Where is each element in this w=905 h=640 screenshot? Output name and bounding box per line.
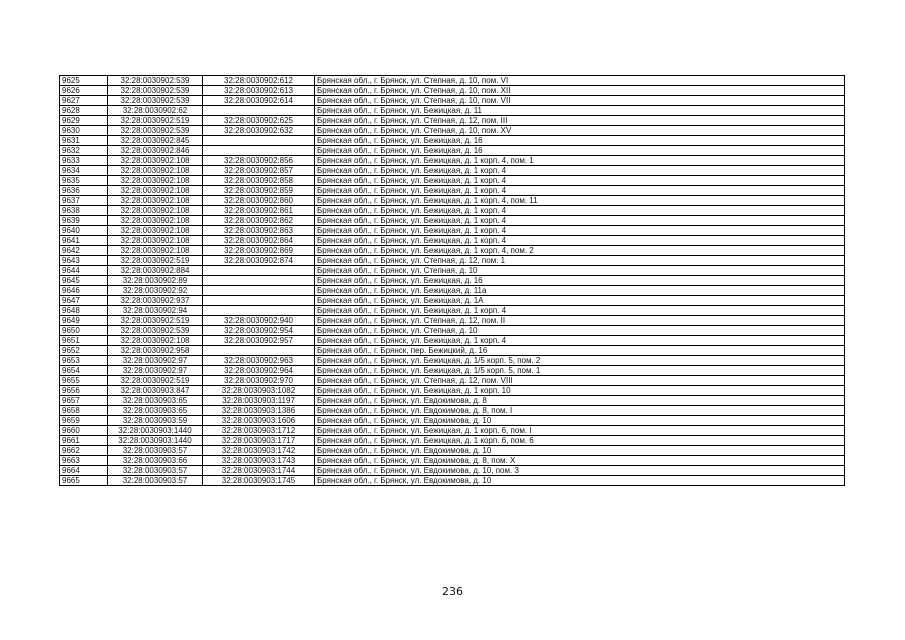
- cadastral-number-cell: 32:28:0030903:1606: [203, 416, 315, 426]
- parent-cadastral-number-cell: 32:28:0030903:1440: [108, 436, 203, 446]
- row-number-cell: 9661: [60, 436, 108, 446]
- row-number-cell: 9642: [60, 246, 108, 256]
- row-number-cell: 9629: [60, 116, 108, 126]
- row-number-cell: 9648: [60, 306, 108, 316]
- address-cell: Брянская обл., г. Брянск, ул. Евдокимова, д. 8, пом. X: [315, 456, 845, 466]
- address-cell: Брянская обл., г. Брянск, ул. Евдокимова, д. 10: [315, 476, 845, 486]
- address-cell: Брянская обл., г. Брянск, ул. Евдокимова, д. 8: [315, 396, 845, 406]
- table-row: [60, 96, 845, 106]
- address-cell: Брянская обл., г. Брянск, ул. Бежицкая, д. 1 корп. 4: [315, 166, 845, 176]
- table-row: [60, 186, 845, 196]
- table-row: [60, 246, 845, 256]
- page-number: 236: [442, 585, 463, 598]
- address-cell: Брянская обл., г. Брянск, ул. Степная, д. 10: [315, 326, 845, 336]
- cadastral-number-cell: 32:28:0030902:614: [203, 96, 315, 106]
- table-row: [60, 416, 845, 426]
- row-number-cell: 9651: [60, 336, 108, 346]
- cadastral-number-cell: 32:28:0030902:613: [203, 86, 315, 96]
- table-row: [60, 76, 845, 86]
- parent-cadastral-number-cell: 32:28:0030902:519: [108, 316, 203, 326]
- address-cell: Брянская обл., г. Брянск, ул. Бежицкая, д. 1/5 корп. 5, пом. 2: [315, 356, 845, 366]
- cadastral-number-cell: 32:28:0030902:861: [203, 206, 315, 216]
- table-row: [60, 116, 845, 126]
- parent-cadastral-number-cell: 32:28:0030903:66: [108, 456, 203, 466]
- cadastral-number-cell: 32:28:0030902:858: [203, 176, 315, 186]
- registry-table-body: [60, 76, 845, 486]
- cadastral-number-cell: 32:28:0030903:1744: [203, 466, 315, 476]
- cadastral-number-cell: 32:28:0030902:625: [203, 116, 315, 126]
- table-row: [60, 296, 845, 306]
- parent-cadastral-number-cell: 32:28:0030902:108: [108, 156, 203, 166]
- cadastral-number-cell: [203, 266, 315, 276]
- row-number-cell: 9654: [60, 366, 108, 376]
- parent-cadastral-number-cell: 32:28:0030903:65: [108, 406, 203, 416]
- row-number-cell: 9635: [60, 176, 108, 186]
- address-cell: Брянская обл., г. Брянск, ул. Степная, д. 10, пом. XII: [315, 86, 845, 96]
- cadastral-number-cell: 32:28:0030902:856: [203, 156, 315, 166]
- parent-cadastral-number-cell: 32:28:0030902:108: [108, 226, 203, 236]
- address-cell: Брянская обл., г. Брянск, ул. Степная, д. 10, пом. VI: [315, 76, 845, 86]
- address-cell: Брянская обл., г. Брянск, ул. Бежицкая, д. 1 корп. 4, пом. 11: [315, 196, 845, 206]
- cadastral-number-cell: 32:28:0030903:1717: [203, 436, 315, 446]
- parent-cadastral-number-cell: 32:28:0030902:108: [108, 206, 203, 216]
- table-row: [60, 176, 845, 186]
- table-row: [60, 426, 845, 436]
- address-cell: Брянская обл., г. Брянск, ул. Евдокимова, д. 8, пом. I: [315, 406, 845, 416]
- table-row: [60, 166, 845, 176]
- row-number-cell: 9638: [60, 206, 108, 216]
- cadastral-number-cell: [203, 346, 315, 356]
- parent-cadastral-number-cell: 32:28:0030903:1440: [108, 426, 203, 436]
- parent-cadastral-number-cell: 32:28:0030902:937: [108, 296, 203, 306]
- row-number-cell: 9657: [60, 396, 108, 406]
- cadastral-number-cell: 32:28:0030902:857: [203, 166, 315, 176]
- address-cell: Брянская обл., г. Брянск, ул. Бежицкая, д. 16: [315, 136, 845, 146]
- table-row: [60, 256, 845, 266]
- parent-cadastral-number-cell: 32:28:0030902:97: [108, 366, 203, 376]
- parent-cadastral-number-cell: 32:28:0030902:108: [108, 216, 203, 226]
- parent-cadastral-number-cell: 32:28:0030902:539: [108, 126, 203, 136]
- table-row: [60, 276, 845, 286]
- address-cell: Брянская обл., г. Брянск, ул. Бежицкая, д. 1 корп. 4, пом. 2: [315, 246, 845, 256]
- cadastral-number-cell: 32:28:0030903:1743: [203, 456, 315, 466]
- address-cell: Брянская обл., г. Брянск, ул. Бежицкая, д. 1 корп. 4: [315, 236, 845, 246]
- cadastral-number-cell: [203, 106, 315, 116]
- table-row: [60, 86, 845, 96]
- cadastral-number-cell: 32:28:0030902:869: [203, 246, 315, 256]
- cadastral-number-cell: 32:28:0030902:859: [203, 186, 315, 196]
- cadastral-number-cell: 32:28:0030902:954: [203, 326, 315, 336]
- row-number-cell: 9637: [60, 196, 108, 206]
- parent-cadastral-number-cell: 32:28:0030902:89: [108, 276, 203, 286]
- row-number-cell: 9643: [60, 256, 108, 266]
- parent-cadastral-number-cell: 32:28:0030902:539: [108, 86, 203, 96]
- parent-cadastral-number-cell: 32:28:0030902:539: [108, 76, 203, 86]
- address-cell: Брянская обл., г. Брянск, ул. Бежицкая, д. 11: [315, 106, 845, 116]
- table-row: [60, 346, 845, 356]
- parent-cadastral-number-cell: 32:28:0030902:62: [108, 106, 203, 116]
- row-number-cell: 9665: [60, 476, 108, 486]
- table-row: [60, 476, 845, 486]
- address-cell: Брянская обл., г. Брянск, ул. Бежицкая, д. 1 корп. 4: [315, 306, 845, 316]
- cadastral-number-cell: 32:28:0030903:1745: [203, 476, 315, 486]
- parent-cadastral-number-cell: 32:28:0030902:539: [108, 96, 203, 106]
- table-row: [60, 396, 845, 406]
- cadastral-number-cell: [203, 136, 315, 146]
- table-row: [60, 126, 845, 136]
- table-row: [60, 406, 845, 416]
- row-number-cell: 9625: [60, 76, 108, 86]
- cadastral-number-cell: 32:28:0030903:1712: [203, 426, 315, 436]
- address-cell: Брянская обл., г. Брянск, ул. Бежицкая, д. 1 корп. 10: [315, 386, 845, 396]
- address-cell: Брянская обл., г. Брянск, ул. Бежицкая, д. 1 корп. 4: [315, 206, 845, 216]
- row-number-cell: 9647: [60, 296, 108, 306]
- table-row: [60, 206, 845, 216]
- cadastral-number-cell: 32:28:0030902:864: [203, 236, 315, 246]
- table-row: [60, 456, 845, 466]
- cadastral-number-cell: [203, 306, 315, 316]
- row-number-cell: 9655: [60, 376, 108, 386]
- cadastral-number-cell: 32:28:0030902:860: [203, 196, 315, 206]
- parent-cadastral-number-cell: 32:28:0030902:108: [108, 166, 203, 176]
- parent-cadastral-number-cell: 32:28:0030902:519: [108, 256, 203, 266]
- address-cell: Брянская обл., г. Брянск, ул. Бежицкая, д. 1 корп. 4: [315, 226, 845, 236]
- table-row: [60, 326, 845, 336]
- table-row: [60, 356, 845, 366]
- row-number-cell: 9631: [60, 136, 108, 146]
- cadastral-number-cell: [203, 286, 315, 296]
- parent-cadastral-number-cell: 32:28:0030902:108: [108, 176, 203, 186]
- cadastral-number-cell: [203, 276, 315, 286]
- row-number-cell: 9659: [60, 416, 108, 426]
- row-number-cell: 9658: [60, 406, 108, 416]
- cadastral-number-cell: 32:28:0030902:632: [203, 126, 315, 136]
- cadastral-number-cell: 32:28:0030902:970: [203, 376, 315, 386]
- table-row: [60, 436, 845, 446]
- address-cell: Брянская обл., г. Брянск, ул. Степная, д. 12, пом. III: [315, 116, 845, 126]
- address-cell: Брянская обл., г. Брянск, ул. Бежицкая, д. 16: [315, 146, 845, 156]
- parent-cadastral-number-cell: 32:28:0030902:884: [108, 266, 203, 276]
- cadastral-number-cell: [203, 296, 315, 306]
- parent-cadastral-number-cell: 32:28:0030903:57: [108, 476, 203, 486]
- address-cell: Брянская обл., г. Брянск, пер. Бежицкий, д. 16: [315, 346, 845, 356]
- table-row: [60, 226, 845, 236]
- row-number-cell: 9639: [60, 216, 108, 226]
- address-cell: Брянская обл., г. Брянск, ул. Бежицкая, д. 11а: [315, 286, 845, 296]
- table-row: [60, 446, 845, 456]
- parent-cadastral-number-cell: 32:28:0030902:92: [108, 286, 203, 296]
- table-row: [60, 216, 845, 226]
- cadastral-number-cell: 32:28:0030903:1386: [203, 406, 315, 416]
- parent-cadastral-number-cell: 32:28:0030902:958: [108, 346, 203, 356]
- parent-cadastral-number-cell: 32:28:0030902:108: [108, 246, 203, 256]
- cadastral-number-cell: 32:28:0030902:862: [203, 216, 315, 226]
- row-number-cell: 9633: [60, 156, 108, 166]
- table-row: [60, 156, 845, 166]
- row-number-cell: 9644: [60, 266, 108, 276]
- row-number-cell: 9636: [60, 186, 108, 196]
- cadastral-number-cell: 32:28:0030902:874: [203, 256, 315, 266]
- address-cell: Брянская обл., г. Брянск, ул. Степная, д. 12, пом. VIII: [315, 376, 845, 386]
- cadastral-number-cell: 32:28:0030902:964: [203, 366, 315, 376]
- cadastral-number-cell: 32:28:0030902:940: [203, 316, 315, 326]
- row-number-cell: 9649: [60, 316, 108, 326]
- address-cell: Брянская обл., г. Брянск, ул. Бежицкая, д. 1 корп. 4, пом. 1: [315, 156, 845, 166]
- table-row: [60, 366, 845, 376]
- parent-cadastral-number-cell: 32:28:0030903:65: [108, 396, 203, 406]
- table-row: [60, 316, 845, 326]
- table-row: [60, 106, 845, 116]
- row-number-cell: 9660: [60, 426, 108, 436]
- table-row: [60, 336, 845, 346]
- cadastral-number-cell: 32:28:0030902:612: [203, 76, 315, 86]
- cadastral-number-cell: 32:28:0030903:1082: [203, 386, 315, 396]
- address-cell: Брянская обл., г. Брянск, ул. Бежицкая, д. 1 корп. 6, пом. I: [315, 426, 845, 436]
- row-number-cell: 9645: [60, 276, 108, 286]
- parent-cadastral-number-cell: 32:28:0030902:108: [108, 236, 203, 246]
- row-number-cell: 9640: [60, 226, 108, 236]
- address-cell: Брянская обл., г. Брянск, ул. Бежицкая, д. 1 корп. 4: [315, 216, 845, 226]
- row-number-cell: 9634: [60, 166, 108, 176]
- row-number-cell: 9627: [60, 96, 108, 106]
- parent-cadastral-number-cell: 32:28:0030902:97: [108, 356, 203, 366]
- address-cell: Брянская обл., г. Брянск, ул. Степная, д. 10, пом. XV: [315, 126, 845, 136]
- parent-cadastral-number-cell: 32:28:0030902:519: [108, 116, 203, 126]
- parent-cadastral-number-cell: 32:28:0030902:539: [108, 326, 203, 336]
- row-number-cell: 9656: [60, 386, 108, 396]
- row-number-cell: 9646: [60, 286, 108, 296]
- parent-cadastral-number-cell: 32:28:0030903:59: [108, 416, 203, 426]
- row-number-cell: 9652: [60, 346, 108, 356]
- address-cell: Брянская обл., г. Брянск, ул. Бежицкая, д. 1 корп. 4: [315, 186, 845, 196]
- row-number-cell: 9632: [60, 146, 108, 156]
- address-cell: Брянская обл., г. Брянск, ул. Евдокимова, д. 10: [315, 446, 845, 456]
- parent-cadastral-number-cell: 32:28:0030902:846: [108, 146, 203, 156]
- cadastral-number-cell: 32:28:0030902:957: [203, 336, 315, 346]
- parent-cadastral-number-cell: 32:28:0030903:57: [108, 446, 203, 456]
- row-number-cell: 9663: [60, 456, 108, 466]
- table-row: [60, 146, 845, 156]
- table-row: [60, 196, 845, 206]
- parent-cadastral-number-cell: 32:28:0030902:108: [108, 186, 203, 196]
- table-row: [60, 376, 845, 386]
- table-row: [60, 236, 845, 246]
- row-number-cell: 9630: [60, 126, 108, 136]
- row-number-cell: 9650: [60, 326, 108, 336]
- cadastral-number-cell: [203, 146, 315, 156]
- table-row: [60, 386, 845, 396]
- row-number-cell: 9641: [60, 236, 108, 246]
- address-cell: Брянская обл., г. Брянск, ул. Бежицкая, д. 1 корп. 4: [315, 336, 845, 346]
- table-row: [60, 466, 845, 476]
- address-cell: Брянская обл., г. Брянск, ул. Степная, д. 10: [315, 266, 845, 276]
- address-cell: Брянская обл., г. Брянск, ул. Евдокимова, д. 10: [315, 416, 845, 426]
- row-number-cell: 9653: [60, 356, 108, 366]
- address-cell: Брянская обл., г. Брянск, ул. Бежицкая, д. 1 корп. 6, пом. 6: [315, 436, 845, 446]
- address-cell: Брянская обл., г. Брянск, ул. Бежицкая, д. 1 корп. 4: [315, 176, 845, 186]
- cadastral-number-cell: 32:28:0030902:963: [203, 356, 315, 366]
- address-cell: Брянская обл., г. Брянск, ул. Степная, д. 12, пом. 1: [315, 256, 845, 266]
- parent-cadastral-number-cell: 32:28:0030903:57: [108, 466, 203, 476]
- parent-cadastral-number-cell: 32:28:0030902:108: [108, 196, 203, 206]
- parent-cadastral-number-cell: 32:28:0030902:108: [108, 336, 203, 346]
- parent-cadastral-number-cell: 32:28:0030902:94: [108, 306, 203, 316]
- table-row: [60, 266, 845, 276]
- row-number-cell: 9664: [60, 466, 108, 476]
- address-cell: Брянская обл., г. Брянск, ул. Бежицкая, д. 1/5 корп. 5, пом. 1: [315, 366, 845, 376]
- cadastral-number-cell: 32:28:0030903:1742: [203, 446, 315, 456]
- property-registry-table: [59, 75, 845, 486]
- address-cell: Брянская обл., г. Брянск, ул. Евдокимова, д. 10, пом. 3: [315, 466, 845, 476]
- row-number-cell: 9626: [60, 86, 108, 96]
- address-cell: Брянская обл., г. Брянск, ул. Степная, д. 12, пом. II: [315, 316, 845, 326]
- parent-cadastral-number-cell: 32:28:0030902:519: [108, 376, 203, 386]
- table-row: [60, 306, 845, 316]
- cadastral-number-cell: 32:28:0030902:863: [203, 226, 315, 236]
- row-number-cell: 9628: [60, 106, 108, 116]
- parent-cadastral-number-cell: 32:28:0030903:847: [108, 386, 203, 396]
- address-cell: Брянская обл., г. Брянск, ул. Степная, д. 10, пом. VII: [315, 96, 845, 106]
- cadastral-number-cell: 32:28:0030903:1197: [203, 396, 315, 406]
- table-row: [60, 136, 845, 146]
- parent-cadastral-number-cell: 32:28:0030902:845: [108, 136, 203, 146]
- row-number-cell: 9662: [60, 446, 108, 456]
- address-cell: Брянская обл., г. Брянск, ул. Бежицкая, д. 16: [315, 276, 845, 286]
- table-row: [60, 286, 845, 296]
- address-cell: Брянская обл., г. Брянск, ул. Бежицкая, д. 1А: [315, 296, 845, 306]
